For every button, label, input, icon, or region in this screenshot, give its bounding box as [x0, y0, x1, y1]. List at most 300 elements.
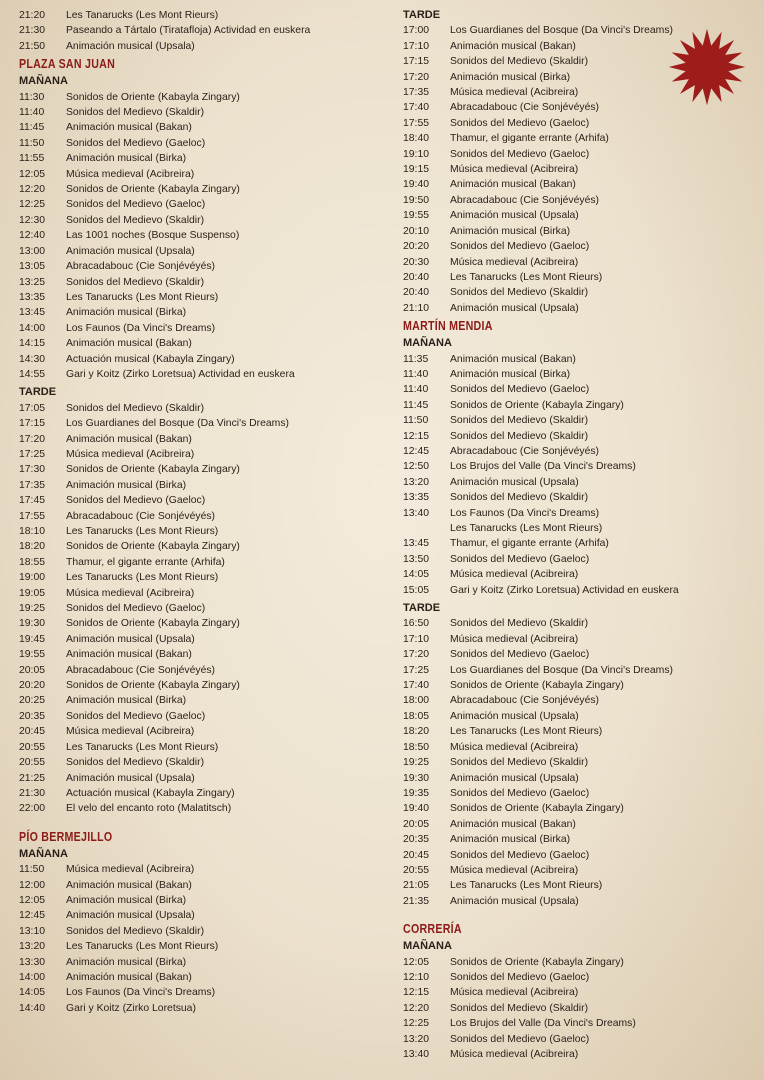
- event-time: 11:30: [19, 91, 45, 103]
- event-time: 13:50: [403, 553, 430, 565]
- event-time: 21:20: [19, 10, 46, 21]
- event-name: Sonidos de Oriente (Kabayla Zingary): [450, 680, 624, 692]
- event-time: 17:30: [19, 464, 46, 476]
- event-name: Sonidos del Medievo (Gaeloc): [66, 199, 206, 211]
- event-time: 17:05: [19, 402, 46, 414]
- event-name: Sonidos del Medievo (Skaldir): [66, 925, 205, 937]
- event-time: 11:35: [403, 353, 429, 365]
- event-name: Les Tanarucks (Les Mont Rieurs): [450, 726, 603, 738]
- event-name: Les Tanarucks (Les Mont Rieurs): [66, 10, 219, 21]
- event-name: Sonidos del Medievo (Skaldir): [450, 287, 589, 299]
- period-heading: TARDE: [403, 9, 441, 21]
- schedule-row: [19, 90, 379, 105]
- event-time: 18:10: [19, 526, 46, 537]
- schedule-row: [403, 352, 743, 367]
- event-name: Paseando a Tártalo (Tiratafloja) Actividad en euskera: [66, 25, 311, 37]
- event-name: Sonidos del Medievo (Skaldir): [450, 430, 589, 442]
- event-name: Animación musical (Bakan): [66, 433, 192, 445]
- event-time: 17:40: [403, 102, 430, 114]
- event-time: 12:25: [19, 199, 46, 211]
- event-time: 13:35: [403, 492, 430, 504]
- event-name: Música medieval (Acibreira): [66, 168, 195, 180]
- event-time: 14:15: [19, 338, 46, 350]
- event-name: Animación musical (Bakan): [66, 971, 192, 983]
- event-name: Gari y Koitz (Zirko Loretsua) Actividad en euskera: [450, 584, 679, 596]
- event-name: Las 1001 noches (Bosque Suspenso): [66, 230, 240, 242]
- schedule-row: [403, 832, 743, 847]
- schedule-row: [403, 663, 743, 678]
- event-name: Sonidos del Medievo (Gaeloc): [66, 137, 206, 149]
- schedule-row: [19, 601, 379, 616]
- event-time: 20:10: [403, 225, 430, 237]
- event-time: 18:20: [403, 726, 430, 738]
- schedule-row: [403, 878, 743, 893]
- event-time: 12:25: [403, 1018, 430, 1030]
- schedule-row: [403, 285, 743, 300]
- event-time: 12:40: [19, 230, 46, 242]
- event-time: 14:05: [19, 987, 46, 999]
- event-name: Sonidos de Oriente (Kabayla Zingary): [66, 184, 240, 196]
- event-name: Sonidos de Oriente (Kabayla Zingary): [450, 803, 624, 815]
- event-time: 21:30: [19, 25, 46, 37]
- event-time: 17:55: [403, 117, 430, 129]
- schedule-row: [19, 136, 379, 151]
- event-time: 20:55: [19, 757, 46, 769]
- event-name: Animación musical (Bakan): [66, 649, 192, 661]
- event-time: 13:20: [403, 476, 430, 488]
- event-time: 19:55: [403, 210, 430, 222]
- event-time: 21:35: [403, 895, 430, 907]
- schedule-row: [19, 862, 379, 877]
- event-name: Música medieval (Acibreira): [450, 1049, 579, 1060]
- schedule-row: [19, 893, 379, 908]
- event-time: 12:05: [403, 956, 430, 968]
- schedule-row: [403, 116, 743, 131]
- event-time: 17:00: [403, 25, 430, 37]
- schedule-row: [19, 305, 379, 320]
- event-name: Les Tanarucks (Les Mont Rieurs): [66, 572, 219, 584]
- event-time: 20:25: [19, 695, 46, 707]
- schedule-row: [403, 894, 743, 909]
- event-name: Actuación musical (Kabayla Zingary): [66, 353, 235, 365]
- event-time: 17:20: [19, 433, 46, 445]
- event-time: 18:40: [403, 133, 430, 145]
- event-time: 19:45: [19, 633, 46, 645]
- schedule-row: [19, 401, 379, 416]
- schedule-row: [19, 244, 379, 259]
- venue-heading: PLAZA SAN JUAN: [19, 56, 116, 72]
- event-time: 17:10: [403, 40, 430, 52]
- event-time: 19:25: [403, 757, 430, 769]
- event-time: 13:40: [403, 507, 430, 519]
- schedule-row: [403, 147, 743, 162]
- event-name: Sonidos del Medievo (Gaeloc): [450, 117, 590, 129]
- event-name: Animación musical (Upsala): [450, 210, 579, 222]
- event-name: Sonidos del Medievo (Gaeloc): [450, 649, 590, 661]
- event-time: 12:45: [19, 910, 46, 922]
- event-time: 13:20: [403, 1033, 430, 1045]
- event-time: 11:55: [19, 153, 45, 165]
- event-time: 18:05: [403, 710, 430, 722]
- event-name: Música medieval (Acibreira): [450, 256, 579, 268]
- schedule-row: [19, 213, 379, 228]
- schedule-row: [19, 586, 379, 601]
- schedule-row: [403, 863, 743, 878]
- event-name: Los Brujos del Valle (Da Vinci's Dreams): [450, 461, 636, 473]
- schedule-row: [19, 755, 379, 770]
- event-name: Sonidos del Medievo (Skaldir): [66, 402, 205, 414]
- schedule-row: [403, 693, 743, 708]
- schedule-row: [19, 939, 379, 954]
- schedule-row: [403, 647, 743, 662]
- schedule-row: [19, 228, 379, 243]
- event-time: 11:40: [19, 107, 45, 119]
- event-time: 19:00: [19, 572, 46, 584]
- schedule-row: [403, 413, 743, 428]
- event-time: 13:35: [19, 291, 46, 303]
- event-time: 16:50: [403, 618, 430, 630]
- schedule-row: [403, 632, 743, 647]
- event-name: Sonidos del Medievo (Skaldir): [450, 492, 589, 504]
- schedule-row: [403, 1016, 743, 1031]
- event-time: 21:05: [403, 880, 430, 892]
- schedule-row: [403, 771, 743, 786]
- schedule-row: [403, 970, 743, 985]
- event-name: Música medieval (Acibreira): [66, 726, 195, 738]
- venue-heading: MARTÍN MENDIA: [403, 318, 493, 334]
- event-time: 14:05: [403, 569, 430, 581]
- event-name: Música medieval (Acibreira): [450, 987, 579, 999]
- event-name: Los Guardianes del Bosque (Da Vinci's Dreams): [66, 418, 289, 430]
- schedule-row: [19, 275, 379, 290]
- event-time: 13:40: [403, 1049, 430, 1060]
- schedule-row: [19, 1001, 379, 1016]
- event-name: Sonidos del Medievo (Skaldir): [450, 56, 589, 68]
- event-name: Animación musical (Upsala): [66, 633, 195, 645]
- event-name: Gari y Koitz (Zirko Loretsua): [66, 1002, 196, 1014]
- event-time: 19:40: [403, 803, 430, 815]
- schedule-row: [19, 908, 379, 923]
- event-time: 20:35: [403, 834, 430, 846]
- event-time: 12:05: [19, 168, 46, 180]
- event-name: El velo del encanto roto (Malatitsch): [66, 803, 232, 815]
- schedule-row: [19, 632, 379, 647]
- schedule-row: [403, 567, 743, 582]
- schedule-row: [19, 524, 379, 539]
- schedule-row: [403, 270, 743, 285]
- event-name: Los Guardianes del Bosque (Da Vinci's Dreams): [450, 25, 673, 37]
- schedule-row: [19, 878, 379, 893]
- event-name: Les Tanarucks (Les Mont Rieurs): [66, 741, 219, 753]
- event-time: 20:05: [403, 818, 430, 830]
- schedule-row: [19, 724, 379, 739]
- event-name: Thamur, el gigante errante (Arhifa): [66, 556, 225, 568]
- event-name: Sonidos del Medievo (Gaeloc): [450, 241, 590, 253]
- event-time: 21:10: [403, 302, 430, 314]
- event-time: [403, 521, 450, 536]
- schedule-row: [403, 985, 743, 1000]
- schedule-row: [19, 924, 379, 939]
- event-time: 17:20: [403, 649, 430, 661]
- event-name: Sonidos del Medievo (Skaldir): [66, 214, 205, 226]
- event-name: Abracadabouc (Cie Sonjévéyés): [66, 664, 216, 676]
- schedule-row: [19, 771, 379, 786]
- schedule-row: [403, 255, 743, 270]
- event-name: Actuación musical (Kabayla Zingary): [66, 787, 235, 799]
- event-name: Sonidos de Oriente (Kabayla Zingary): [450, 399, 624, 411]
- event-name: Sonidos del Medievo (Gaeloc): [450, 849, 590, 861]
- event-name: Thamur, el gigante errante (Arhifa): [450, 538, 609, 550]
- event-time: 11:50: [403, 415, 429, 427]
- event-name: Les Tanarucks (Les Mont Rieurs): [450, 880, 603, 892]
- schedule-row: [403, 848, 743, 863]
- event-time: 12:20: [403, 1002, 430, 1014]
- schedule-row: [19, 432, 379, 447]
- schedule-row: [19, 151, 379, 166]
- schedule-row: [19, 321, 379, 336]
- schedule-row: [403, 193, 743, 208]
- event-time: 19:40: [403, 179, 430, 191]
- event-time: 14:40: [19, 1002, 46, 1014]
- schedule-row: [403, 678, 743, 693]
- event-name: Animación musical (Bakan): [66, 122, 192, 134]
- schedule-row: [403, 475, 743, 490]
- schedule-row: [403, 444, 743, 459]
- period-heading: TARDE: [403, 602, 441, 615]
- schedule-row: [19, 197, 379, 212]
- event-name: Sonidos del Medievo (Gaeloc): [450, 1033, 590, 1045]
- schedule-row: [403, 536, 743, 551]
- event-time: 12:10: [403, 971, 430, 983]
- event-name: Animación musical (Bakan): [450, 40, 576, 52]
- event-name: Animación musical (Birka): [450, 368, 571, 380]
- event-time: 20:40: [403, 271, 430, 283]
- event-name: Música medieval (Acibreira): [66, 864, 195, 876]
- event-time: 20:35: [19, 710, 46, 722]
- schedule-row: [19, 970, 379, 985]
- event-time: 19:05: [19, 587, 46, 599]
- schedule-row: [403, 709, 743, 724]
- event-name: Sonidos del Medievo (Skaldir): [66, 276, 205, 288]
- event-time: 14:30: [19, 353, 46, 365]
- event-name: Animación musical (Upsala): [450, 476, 579, 488]
- event-time: 19:50: [403, 194, 430, 206]
- event-time: 15:05: [403, 584, 430, 596]
- event-time: 13:45: [19, 307, 46, 319]
- event-time: 11:40: [403, 384, 429, 396]
- event-name: Animación musical (Bakan): [450, 179, 576, 191]
- schedule-row: [19, 678, 379, 693]
- event-time: 14:00: [19, 971, 46, 983]
- schedule-row: [19, 259, 379, 274]
- event-name: Animación musical (Bakan): [450, 818, 576, 830]
- event-name: Abracadabouc (Cie Sonjévéyés): [450, 102, 600, 114]
- event-name: Animación musical (Birka): [450, 834, 571, 846]
- period-heading: MAÑANA: [403, 940, 452, 953]
- event-name: Animación musical (Upsala): [450, 895, 579, 907]
- event-name: Animación musical (Birka): [66, 956, 187, 968]
- schedule-row: [403, 382, 743, 397]
- event-time: 20:20: [19, 680, 46, 692]
- event-name: Animación musical (Birka): [450, 225, 571, 237]
- event-name: Animación musical (Upsala): [450, 772, 579, 784]
- event-time: 13:25: [19, 276, 46, 288]
- schedule-row: [403, 208, 743, 223]
- event-time: 13:10: [19, 925, 46, 937]
- event-name: Animación musical (Birka): [66, 307, 187, 319]
- event-name: Animación musical (Upsala): [66, 910, 195, 922]
- event-name: Sonidos del Medievo (Gaeloc): [450, 148, 590, 160]
- event-time: 14:55: [19, 368, 46, 380]
- event-name: Animación musical (Upsala): [66, 40, 195, 52]
- schedule-row: [19, 493, 379, 508]
- event-time: 19:35: [403, 787, 430, 799]
- schedule-row: [19, 182, 379, 197]
- schedule-row: [19, 478, 379, 493]
- schedule-row: [19, 693, 379, 708]
- schedule-row: [403, 740, 743, 755]
- event-name: Sonidos del Medievo (Skaldir): [450, 757, 589, 769]
- schedule-row: [19, 616, 379, 631]
- event-name: Música medieval (Acibreira): [450, 87, 579, 99]
- schedule-row: [403, 817, 743, 832]
- event-name: Animación musical (Upsala): [66, 245, 195, 257]
- event-time: 18:20: [19, 541, 46, 553]
- event-name: Animación musical (Bakan): [450, 353, 576, 365]
- schedule-row: [403, 459, 743, 474]
- event-name: Los Faunos (Da Vinci's Dreams): [450, 507, 600, 519]
- schedule-row: [19, 509, 379, 524]
- event-name: Sonidos del Medievo (Skaldir): [450, 415, 589, 427]
- event-name: Música medieval (Acibreira): [66, 587, 195, 599]
- sun-rays: [669, 29, 745, 105]
- event-time: 13:05: [19, 261, 46, 273]
- schedule-row: [19, 367, 379, 382]
- schedule-row: [403, 786, 743, 801]
- event-name: Sonidos de Oriente (Kabayla Zingary): [66, 680, 240, 692]
- schedule-row: [403, 552, 743, 567]
- schedule-row: [19, 801, 379, 816]
- event-time: 12:15: [403, 430, 430, 442]
- event-name: Música medieval (Acibreira): [450, 741, 579, 753]
- event-name: Gari y Koitz (Zirko Loretsua) Actividad en euskera: [66, 368, 295, 380]
- event-name: Los Brujos del Valle (Da Vinci's Dreams): [450, 1018, 636, 1030]
- event-name: Sonidos del Medievo (Skaldir): [450, 618, 589, 630]
- event-name: Animación musical (Upsala): [66, 772, 195, 784]
- event-name: Animación musical (Bakan): [66, 879, 192, 891]
- schedule-row: [19, 555, 379, 570]
- event-time: 17:40: [403, 680, 430, 692]
- event-time: 12:20: [19, 184, 46, 196]
- schedule-row: [19, 416, 379, 431]
- event-name: Sonidos de Oriente (Kabayla Zingary): [450, 956, 624, 968]
- schedule-row: [403, 583, 743, 598]
- schedule-row: [403, 398, 743, 413]
- event-name: Animación musical (Birka): [66, 894, 187, 906]
- event-time: 21:25: [19, 772, 46, 784]
- event-time: 20:55: [19, 741, 46, 753]
- event-name: Les Tanarucks (Les Mont Rieurs): [450, 271, 603, 283]
- spacer: [403, 909, 743, 919]
- event-name: Música medieval (Acibreira): [450, 164, 579, 176]
- event-time: 21:50: [19, 40, 46, 52]
- schedule-column-right: [403, 8, 743, 1062]
- schedule-row: [403, 239, 743, 254]
- schedule-row: [403, 506, 743, 521]
- schedule-row: [403, 955, 743, 970]
- event-time: 12:05: [19, 894, 46, 906]
- event-time: 17:45: [19, 495, 46, 507]
- event-name: Abracadabouc (Cie Sonjévéyés): [66, 261, 216, 273]
- event-name: Sonidos del Medievo (Gaeloc): [450, 384, 590, 396]
- event-name: Sonidos del Medievo (Gaeloc): [66, 710, 206, 722]
- event-time: 17:35: [19, 479, 46, 491]
- event-name: Sonidos del Medievo (Gaeloc): [66, 495, 206, 507]
- event-name: Música medieval (Acibreira): [66, 448, 195, 460]
- schedule-row: [19, 167, 379, 182]
- event-name: Abracadabouc (Cie Sonjévéyés): [450, 194, 600, 206]
- event-name: Animación musical (Upsala): [450, 710, 579, 722]
- event-time: 20:45: [403, 849, 430, 861]
- event-time: 11:50: [19, 137, 45, 149]
- sun-icon: [668, 28, 746, 106]
- event-name: Sonidos de Oriente (Kabayla Zingary): [66, 618, 240, 630]
- schedule-row: [403, 367, 743, 382]
- schedule-row: [19, 740, 379, 755]
- event-time: 20:20: [403, 241, 430, 253]
- event-time: 20:30: [403, 256, 430, 268]
- event-time: 20:05: [19, 664, 46, 676]
- event-time: 11:40: [403, 368, 429, 380]
- event-time: 11:45: [403, 399, 429, 411]
- schedule-row: [403, 177, 743, 192]
- spacer: [19, 817, 379, 827]
- schedule-row: [19, 23, 379, 38]
- schedule-row: [19, 447, 379, 462]
- event-time: 22:00: [19, 803, 46, 815]
- schedule-row: [403, 131, 743, 146]
- event-time: 19:15: [403, 164, 430, 176]
- event-time: 17:35: [403, 87, 430, 99]
- schedule-row: [19, 462, 379, 477]
- venue-heading: PÍO BERMEJILLO: [19, 828, 113, 844]
- schedule-row: [403, 301, 743, 316]
- event-time: 17:25: [403, 664, 430, 676]
- event-time: 11:45: [19, 122, 45, 134]
- event-name: Animación musical (Birka): [66, 479, 187, 491]
- schedule-row: [19, 290, 379, 305]
- schedule-row: [19, 985, 379, 1000]
- schedule-row: [19, 709, 379, 724]
- event-name: Animación musical (Birka): [450, 71, 571, 83]
- event-time: 12:00: [19, 879, 46, 891]
- event-time: 19:10: [403, 148, 430, 160]
- event-time: 14:00: [19, 322, 46, 334]
- event-name: Sonidos del Medievo (Gaeloc): [450, 553, 590, 565]
- event-time: 20:45: [19, 726, 46, 738]
- event-name: Los Faunos (Da Vinci's Dreams): [66, 322, 216, 334]
- schedule-row: [403, 1001, 743, 1016]
- schedule-row: [403, 162, 743, 177]
- schedule-row: [19, 8, 379, 23]
- event-time: 19:55: [19, 649, 46, 661]
- event-time: 17:15: [19, 418, 46, 430]
- period-heading: MAÑANA: [19, 847, 68, 860]
- event-time: 13:00: [19, 245, 46, 257]
- event-name: Abracadabouc (Cie Sonjévéyés): [66, 510, 216, 522]
- event-name: Sonidos del Medievo (Skaldir): [66, 107, 205, 119]
- event-name: Les Tanarucks (Les Mont Rieurs): [66, 941, 219, 953]
